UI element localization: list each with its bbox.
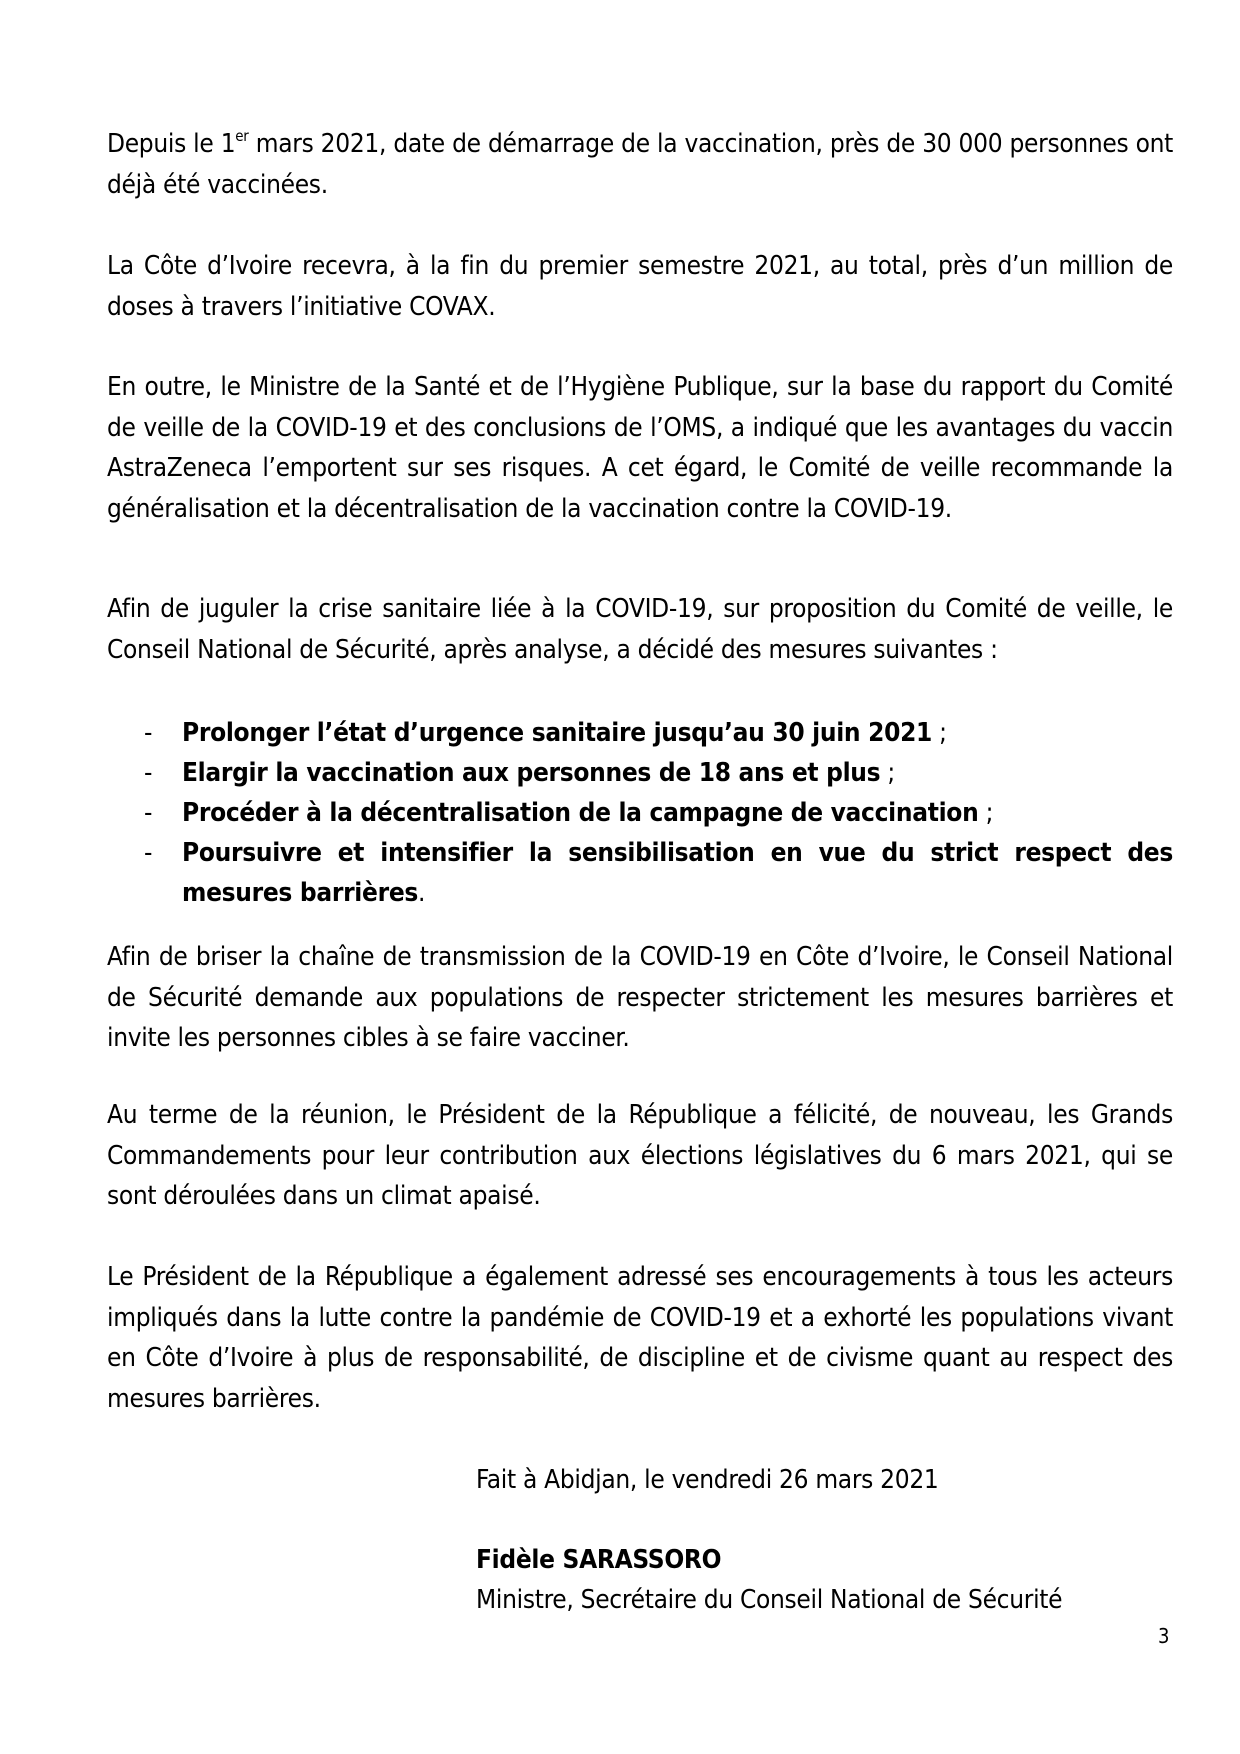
- paragraph-encouragements: Le Président de la République a également adressé ses encouragements à tous les acteurs impliqués dans la lutte contre la pandémie de COVID-19 et a exhorté les populations vivant en Côte d’Ivoire à plus de responsabilité, de discipline et de civisme quant au respect des mesures barrières.: [107, 1262, 1173, 1414]
- measure-text: Poursuivre et intensifier la sensibilisation en vue du strict respect des mesures barrières: [182, 838, 1173, 908]
- bullet-dash: -: [144, 838, 153, 868]
- measure-text: Procéder à la décentralisation de la campagne de vaccination: [182, 798, 979, 828]
- paragraph-elections: Au terme de la réunion, le Président de la République a félicité, de nouveau, les Grands Commandements pour leur contribution aux élections législatives du 6 mars 2021, qui se sont déroulées dans un climat apaisé.: [107, 1100, 1173, 1211]
- signatory-title: Ministre, Secrétaire du Conseil National de Sécurité: [476, 1585, 1063, 1615]
- page-number: 3: [1158, 1624, 1170, 1648]
- paragraph-text: Depuis le 1: [107, 129, 236, 159]
- measure-suffix: ;: [932, 718, 947, 748]
- paragraph-astrazeneca: En outre, le Ministre de la Santé et de l’Hygiène Publique, sur la base du rapport du Comité de veille de la COVID-19 et des conclusions de l’OMS, a indiqué que les avantages du vaccin AstraZeneca l’emportent sur ses risques. A cet égard, le Comité de veille recommande la généralisation et la décentralisation de la vaccination contre la COVID-19.: [107, 372, 1173, 524]
- measures-list: [107, 713, 1173, 913]
- measure-text: Prolonger l’état d’urgence sanitaire jusqu’au 30 juin 2021: [182, 718, 933, 748]
- paragraph-vaccination-start: [107, 124, 1173, 205]
- ordinal-superscript: er: [235, 127, 249, 145]
- bullet-dash: -: [144, 718, 153, 748]
- paragraph-measures-intro: Afin de juguler la crise sanitaire liée à la COVID-19, sur proposition du Comité de veille, le Conseil National de Sécurité, après analyse, a décidé des mesures suivantes :: [107, 594, 1173, 665]
- bullet-dash: -: [144, 798, 153, 828]
- measure-suffix: ;: [880, 758, 895, 788]
- measure-suffix: .: [418, 878, 426, 908]
- paragraph-transmission: Afin de briser la chaîne de transmission de la COVID-19 en Côte d’Ivoire, le Conseil National de Sécurité demande aux populations de respecter strictement les mesures barrières et invite les personnes cibles à se faire vacciner.: [107, 942, 1173, 1053]
- measure-item: [107, 793, 1173, 833]
- place-date: Fait à Abidjan, le vendredi 26 mars 2021: [476, 1465, 939, 1495]
- measure-item: [107, 753, 1173, 793]
- measure-item: [107, 713, 1173, 753]
- measure-text: Elargir la vaccination aux personnes de 18 ans et plus: [182, 758, 881, 788]
- paragraph-text: mars 2021, date de démarrage de la vaccination, près de 30 000 personnes ont déjà été vaccinées.: [107, 129, 1174, 200]
- bullet-dash: -: [144, 758, 153, 788]
- measure-item: [107, 833, 1173, 913]
- measure-suffix: ;: [978, 798, 994, 828]
- paragraph-covax: La Côte d’Ivoire recevra, à la fin du premier semestre 2021, au total, près d’un million de doses à travers l’initiative COVAX.: [107, 251, 1173, 322]
- signatory-name: Fidèle SARASSORO: [476, 1545, 722, 1575]
